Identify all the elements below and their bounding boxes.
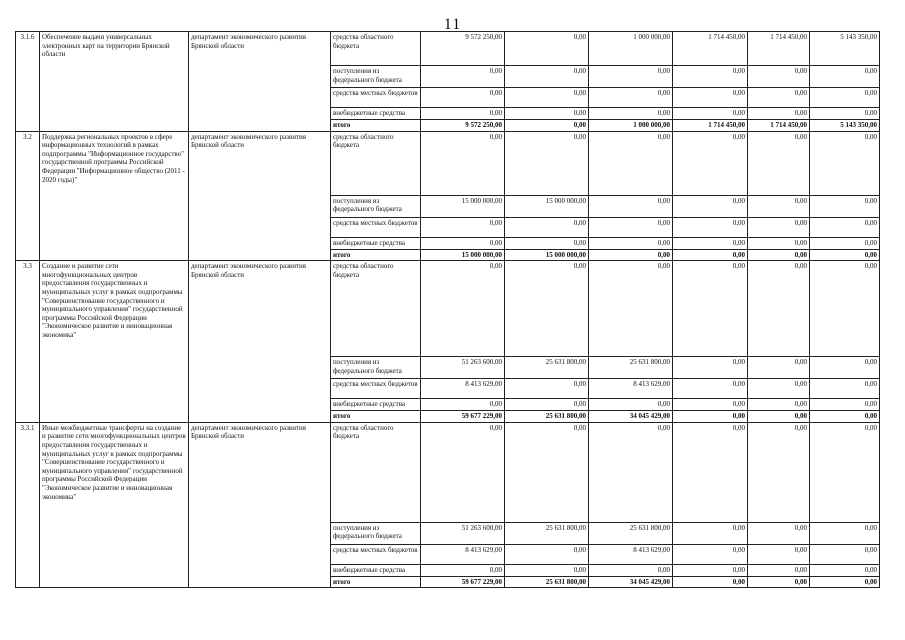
amount-cell: 0,00 [748, 261, 810, 357]
item-executor: департамент экономического развития Брянской области [189, 422, 331, 588]
amount-cell: 0,00 [810, 411, 880, 423]
amount-cell: 0,00 [589, 66, 673, 88]
amount-cell: 0,00 [810, 88, 880, 108]
item-name: Поддержка региональных проектов в сфере информационных технологий в рамках подпрограммы "Информационное государство" государственной программы Российской Федерации "Информационное общество (2011 - 2020 годы)" [40, 131, 189, 261]
amount-cell: 0,00 [589, 217, 673, 237]
amount-cell: 51 263 600,00 [421, 522, 505, 544]
amount-cell: 0,00 [673, 357, 748, 379]
amount-cell: 0,00 [748, 379, 810, 399]
item-number: 3.3.1 [16, 422, 40, 588]
amount-cell: 0,00 [505, 237, 589, 249]
amount-cell: 0,00 [748, 131, 810, 195]
amount-cell: 0,00 [673, 108, 748, 120]
funding-source: средства областного бюджета [331, 32, 421, 66]
funding-source: поступления из федерального бюджета [331, 66, 421, 88]
funding-source: средства областного бюджета [331, 131, 421, 195]
amount-cell: 0,00 [589, 564, 673, 576]
amount-cell: 0,00 [810, 379, 880, 399]
item-executor: департамент экономического развития Брянской области [189, 32, 331, 132]
amount-cell: 0,00 [810, 131, 880, 195]
amount-cell: 8 413 629,00 [589, 544, 673, 564]
amount-cell: 25 631 800,00 [505, 576, 589, 588]
funding-source: внебюджетные средства [331, 564, 421, 576]
amount-cell: 0,00 [421, 108, 505, 120]
amount-cell: 0,00 [673, 131, 748, 195]
funding-source: итого [331, 576, 421, 588]
item-number: 3.2 [16, 131, 40, 261]
amount-cell: 0,00 [810, 544, 880, 564]
funding-source: средства местных бюджетов [331, 379, 421, 399]
funding-source: итого [331, 249, 421, 261]
funding-source: внебюджетные средства [331, 399, 421, 411]
source-row [16, 422, 880, 522]
amount-cell: 0,00 [810, 217, 880, 237]
funding-source: средства местных бюджетов [331, 544, 421, 564]
amount-cell: 0,00 [421, 422, 505, 522]
amount-cell: 5 143 350,00 [810, 120, 880, 132]
amount-cell: 0,00 [589, 195, 673, 217]
amount-cell: 15 000 000,00 [421, 249, 505, 261]
amount-cell: 0,00 [505, 379, 589, 399]
amount-cell: 0,00 [505, 131, 589, 195]
amount-cell: 0,00 [810, 108, 880, 120]
amount-cell: 8 413 629,00 [589, 379, 673, 399]
item-executor: департамент экономического развития Брянской области [189, 131, 331, 261]
amount-cell: 0,00 [505, 564, 589, 576]
item-name: Иные межбюджетные трансферты на создание и развитие сети многофункциональных центров предоставления государственных и муниципальных услуг в рамках подпрограммы "Совершенствование государственного и муниципального управления" государственной программы Российской Федерации "Экономическое развитие и инновационная экономика" [40, 422, 189, 588]
source-row [16, 261, 880, 357]
amount-cell: 0,00 [748, 249, 810, 261]
amount-cell: 15 000 000,00 [421, 195, 505, 217]
amount-cell: 5 143 350,00 [810, 32, 880, 66]
funding-source: поступления из федерального бюджета [331, 522, 421, 544]
amount-cell: 0,00 [673, 564, 748, 576]
amount-cell: 0,00 [810, 261, 880, 357]
amount-cell: 0,00 [673, 422, 748, 522]
amount-cell: 0,00 [673, 195, 748, 217]
amount-cell: 0,00 [505, 399, 589, 411]
amount-cell: 9 572 250,00 [421, 120, 505, 132]
amount-cell: 0,00 [673, 66, 748, 88]
amount-cell: 0,00 [810, 195, 880, 217]
amount-cell: 0,00 [505, 422, 589, 522]
amount-cell: 59 677 229,00 [421, 576, 505, 588]
amount-cell: 0,00 [810, 249, 880, 261]
amount-cell: 1 714 450,00 [748, 120, 810, 132]
amount-cell: 0,00 [748, 544, 810, 564]
amount-cell: 0,00 [748, 88, 810, 108]
amount-cell: 34 045 429,00 [589, 411, 673, 423]
item-executor: департамент экономического развития Брянской области [189, 261, 331, 423]
amount-cell: 1 000 000,00 [589, 120, 673, 132]
amount-cell: 0,00 [748, 108, 810, 120]
amount-cell: 0,00 [673, 217, 748, 237]
amount-cell: 25 631 800,00 [589, 522, 673, 544]
amount-cell: 9 572 250,00 [421, 32, 505, 66]
funding-source: поступления из федерального бюджета [331, 357, 421, 379]
amount-cell: 0,00 [589, 399, 673, 411]
amount-cell: 0,00 [810, 237, 880, 249]
amount-cell: 0,00 [421, 88, 505, 108]
amount-cell: 0,00 [748, 564, 810, 576]
amount-cell: 0,00 [421, 261, 505, 357]
amount-cell: 0,00 [589, 422, 673, 522]
amount-cell: 0,00 [810, 422, 880, 522]
amount-cell: 0,00 [589, 88, 673, 108]
amount-cell: 25 631 800,00 [589, 357, 673, 379]
amount-cell: 0,00 [673, 399, 748, 411]
amount-cell: 0,00 [673, 522, 748, 544]
amount-cell: 1 714 450,00 [748, 32, 810, 66]
source-row [16, 131, 880, 195]
amount-cell: 0,00 [589, 261, 673, 357]
amount-cell: 0,00 [505, 88, 589, 108]
amount-cell: 0,00 [673, 544, 748, 564]
amount-cell: 0,00 [748, 399, 810, 411]
amount-cell: 15 000 000,00 [505, 195, 589, 217]
funding-source: итого [331, 411, 421, 423]
amount-cell: 0,00 [673, 576, 748, 588]
amount-cell: 0,00 [505, 120, 589, 132]
amount-cell: 0,00 [673, 261, 748, 357]
amount-cell: 1 714 450,00 [673, 120, 748, 132]
amount-cell: 0,00 [748, 576, 810, 588]
funding-source: поступления из федерального бюджета [331, 195, 421, 217]
amount-cell: 0,00 [505, 32, 589, 66]
amount-cell: 0,00 [748, 195, 810, 217]
item-name: Обеспечение выдачи универсальных электронных карт на территории Брянской области [40, 32, 189, 132]
amount-cell: 0,00 [421, 399, 505, 411]
amount-cell: 0,00 [505, 544, 589, 564]
amount-cell: 8 413 629,00 [421, 544, 505, 564]
amount-cell: 0,00 [421, 217, 505, 237]
amount-cell: 34 045 429,00 [589, 576, 673, 588]
amount-cell: 0,00 [673, 249, 748, 261]
amount-cell: 0,00 [421, 131, 505, 195]
funding-source: средства местных бюджетов [331, 217, 421, 237]
funding-source: внебюджетные средства [331, 108, 421, 120]
item-number: 3.3 [16, 261, 40, 423]
funding-source: внебюджетные средства [331, 237, 421, 249]
amount-cell: 59 677 229,00 [421, 411, 505, 423]
amount-cell: 0,00 [748, 522, 810, 544]
amount-cell: 0,00 [421, 564, 505, 576]
amount-cell: 0,00 [748, 237, 810, 249]
amount-cell: 1 000 000,00 [589, 32, 673, 66]
amount-cell: 25 631 800,00 [505, 411, 589, 423]
amount-cell: 15 000 000,00 [505, 249, 589, 261]
amount-cell: 0,00 [505, 108, 589, 120]
amount-cell: 1 714 450,00 [673, 32, 748, 66]
funding-source: средства местных бюджетов [331, 88, 421, 108]
amount-cell: 0,00 [748, 357, 810, 379]
amount-cell: 0,00 [673, 88, 748, 108]
funding-source: средства областного бюджета [331, 261, 421, 357]
funding-source: средства областного бюджета [331, 422, 421, 522]
amount-cell: 0,00 [589, 108, 673, 120]
amount-cell: 0,00 [673, 411, 748, 423]
amount-cell: 25 631 800,00 [505, 357, 589, 379]
amount-cell: 0,00 [505, 217, 589, 237]
amount-cell: 0,00 [505, 66, 589, 88]
amount-cell: 0,00 [810, 522, 880, 544]
amount-cell: 0,00 [421, 66, 505, 88]
amount-cell: 0,00 [589, 249, 673, 261]
amount-cell: 0,00 [810, 357, 880, 379]
amount-cell: 0,00 [589, 131, 673, 195]
amount-cell: 0,00 [748, 217, 810, 237]
amount-cell: 51 263 600,00 [421, 357, 505, 379]
amount-cell: 0,00 [421, 237, 505, 249]
budget-table [15, 31, 880, 588]
amount-cell: 0,00 [810, 66, 880, 88]
item-name: Создание и развитие сети многофункциональных центров предоставления государственных и муниципальных услуг в рамках подпрограммы "Совершенствование государственного и муниципального управления" государственной программы Российской Федерации "Экономическое развитие и инновационная экономика" [40, 261, 189, 423]
amount-cell: 0,00 [810, 576, 880, 588]
amount-cell: 0,00 [810, 399, 880, 411]
funding-source: итого [331, 120, 421, 132]
page-number: 11 [443, 16, 462, 33]
amount-cell: 0,00 [810, 564, 880, 576]
source-row [16, 32, 880, 66]
amount-cell: 0,00 [748, 411, 810, 423]
item-number: 3.1.6 [16, 32, 40, 132]
amount-cell: 0,00 [589, 237, 673, 249]
amount-cell: 0,00 [748, 66, 810, 88]
amount-cell: 0,00 [505, 261, 589, 357]
table-body [16, 32, 880, 588]
amount-cell: 0,00 [673, 379, 748, 399]
amount-cell: 8 413 629,00 [421, 379, 505, 399]
amount-cell: 25 631 800,00 [505, 522, 589, 544]
amount-cell: 0,00 [673, 237, 748, 249]
amount-cell: 0,00 [748, 422, 810, 522]
